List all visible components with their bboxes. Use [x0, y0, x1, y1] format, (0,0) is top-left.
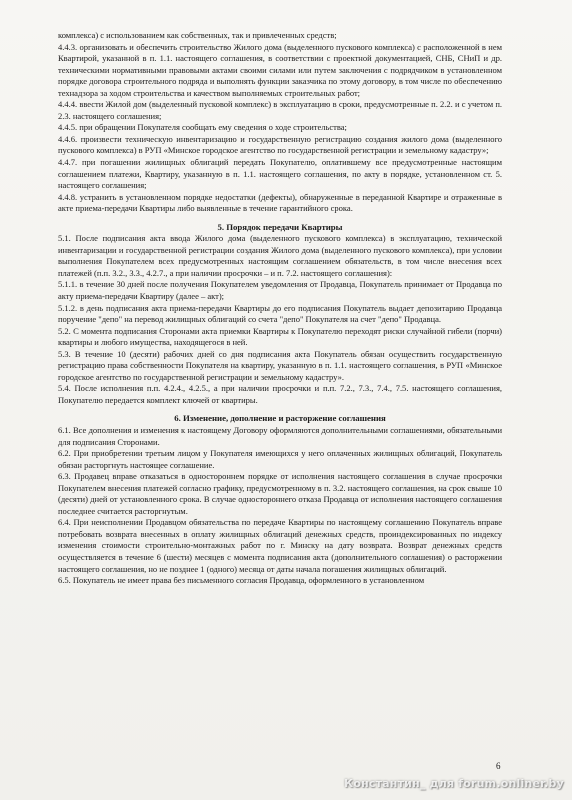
paragraph-5-1-1: 5.1.1. в течение 30 дней после получения Покупателем уведомления от Продавца, Покупатель принимает от Продавца по акту приема-передачи Квартиру (далее – акт);	[58, 279, 502, 301]
paragraph-5-1-2: 5.1.2. в день подписания акта приема-передачи Квартиры до его подписания Покупатель выдает депозитарию Продавца поручение "депо" на перевод жилищных облигаций со счета "депо" Покупателя на счет "депо" Продавца.	[58, 302, 502, 325]
paragraph-6-5: 6.5. Покупатель не имеет права без письменного согласия Продавца, оформленного в установленном	[58, 575, 425, 586]
paragraph-5-2: 5.2. С момента подписания Сторонами акта приемки Квартиры к Покупателю переходят риски случайной гибели (порчи) квартиры и любого имущества, находящегося в ней.	[58, 325, 502, 348]
paragraph: комплекса) с использованием как собственных, так и привлеченных средств;	[58, 30, 337, 40]
section-6-heading: 6. Изменение, дополнение и расторжение соглашения	[174, 413, 386, 424]
section-5-heading: 5. Порядок передачи Квартиры	[217, 221, 343, 232]
paragraph-4-4-8: 4.4.8. устранить в установленном порядке недостатки (дефекты), обнаруженные в переданной Квартире и отраженные в акте приема-передачи Квартиры либо выявленные в течение гарантийного срока.	[58, 191, 502, 214]
page-number: 6	[496, 761, 501, 771]
watermark: Константин_ для forum.onliner.by	[344, 777, 564, 790]
paragraph-4-4-5: 4.4.5. при обращении Покупателя сообщать ему сведения о ходе строительства;	[58, 122, 347, 133]
paragraph-4-4-4: 4.4.4. ввести Жилой дом (выделенный пусковой комплекс) в эксплуатацию в сроки, предусмотренные п. 2.2. и с учетом п. 2.3. настоящего соглашения;	[58, 99, 502, 121]
paragraph-6-1: 6.1. Все дополнения и изменения к настоящему Договору оформляются дополнительными соглашениями, обязательными для подписания Сторонами.	[58, 424, 502, 447]
paragraph-4-4-3: 4.4.3. организовать и обеспечить строительство Жилого дома (выделенного пускового комплекса) с расположенной в нем Квартирой, указанной в п. 1.1. настоящего соглашения, в соответствии с проектной документацией, СНБ, СНиП и др. техническими нормативными правовыми актами своими силами или путем заключения с подрядчиком в установленном порядке договора строительного подряда и выполнять функции заказчика по этому договору, в том числе по обеспечению технадзора за ходом строительства и качеством выполняемых строительных работ;	[58, 41, 502, 98]
paragraph-5-1: 5.1. После подписания акта ввода Жилого дома (выделенного пускового комплекса) в эксплуатацию, технической инвентаризации и государственной регистрации создания Жилого дома (выделенного пускового комплекса), при условии выполнения Покупателем всех предусмотренных настоящим соглашением обязательств, в том числе внесения всех платежей (п.п. 3.2., 3.3., 4.2.7., а при наличии просрочки – и п. 7.2. настоящего соглашения):	[58, 233, 502, 278]
paragraph-6-2: 6.2. При приобретении третьим лицом у Покупателя имеющихся у него оплаченных жилищных облигаций, Покупатель обязан расторгнуть настоящее соглашение.	[58, 448, 502, 470]
paragraph-5-3: 5.3. В течение 10 (десяти) рабочих дней со дня подписания акта Покупатель обязан осуществить государственную регистрацию права собственности Покупателя на квартиру, указанную в п. 1.1. настоящего соглашения, в РУП «Минское городское агентство по государственной регистрации и земельному кадастру».	[58, 348, 502, 382]
document-body	[58, 30, 502, 587]
paragraph-4-4-6: 4.4.6. произвести техническую инвентаризацию и государственную регистрацию создания жилого дома (выделенного пускового комплекса) в РУП «Минское городское агентство по государственной регистрации и земельному кадастру»;	[58, 133, 502, 156]
paragraph-6-4: 6.4. При неисполнении Продавцом обязательства по передаче Квартиры по настоящему соглашению Покупатель вправе потребовать возврата внесенных в оплату жилищных облигаций денежных средств, проиндексированных по индексу изменения стоимости строительно-монтажных работ по г. Минску на дату возврата. Возврат денежных средств осуществляется в течение 6 (шести) месяцев с момента подписания акта (дополнительного соглашения) о расторжении настоящего соглашения, но не позднее 1 (одного) месяца от даты начала погашения жилищных облигаций.	[58, 517, 502, 574]
paragraph-6-3: 6.3. Продавец вправе отказаться в одностороннем порядке от исполнения настоящего соглашения в случае просрочки Покупателем внесения платежей согласно графику, предусмотренному в п. 3.2. настоящего соглашения, на срок свыше 10 (десяти) дней от установленного срока. В случае одностороннего отказа Продавца от исполнения настоящего соглашения последнее считается расторгнутым.	[58, 471, 502, 516]
paragraph-5-4: 5.4. После исполнения п.п. 4.2.4., 4.2.5., а при наличии просрочки и п.п. 7.2., 7.3., 7.4., 7.5. настоящего соглашения, Покупателю передается комплект ключей от квартиры.	[58, 383, 502, 405]
paragraph-4-4-7: 4.4.7. при погашении жилищных облигаций передать Покупателю, оплатившему все предусмотренные настоящим соглашением платежи, Квартиру, указанную в п. 1.1. настоящего соглашения, по акту в порядке, установленном ст. 5. настоящего соглашения;	[58, 157, 502, 191]
